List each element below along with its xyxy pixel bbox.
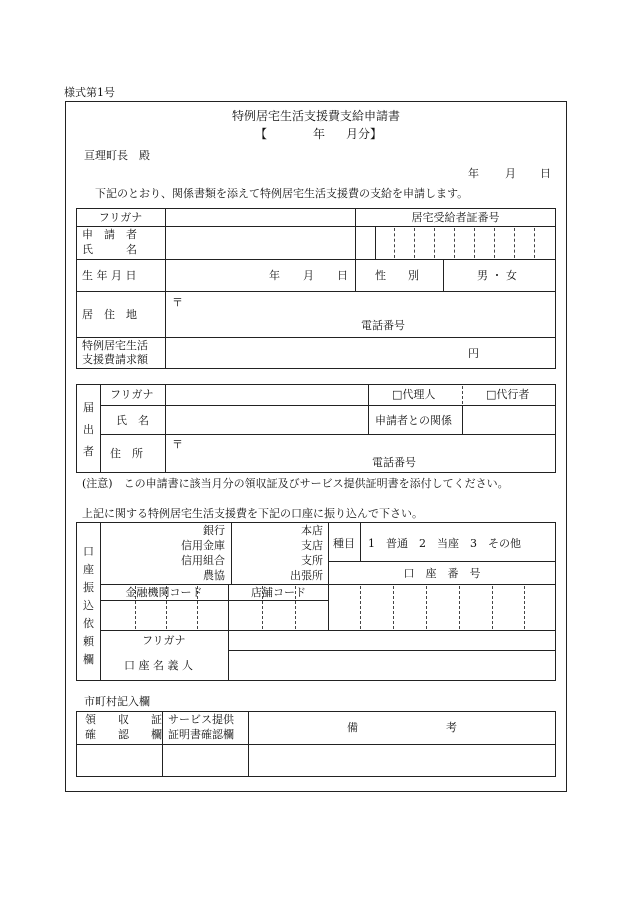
notifier-name-label: 氏 名	[116, 414, 149, 427]
remarks-label: 備 考	[347, 721, 457, 734]
period-month: 月分】	[346, 127, 383, 141]
branch-type-outpost: 出張所	[290, 569, 323, 582]
period-open: 【	[255, 127, 268, 141]
claim-yen: 円	[468, 347, 479, 360]
agent-checkbox[interactable]: □代理人	[392, 388, 436, 401]
receipt-check-label-2: 確 認 欄	[85, 728, 162, 741]
branch-type-head: 本店	[301, 524, 323, 537]
claim-label-2: 支援費請求額	[82, 353, 148, 366]
frame-left	[65, 101, 66, 792]
birth-month: 月	[303, 269, 314, 282]
bank-side-label-2: 座	[83, 563, 94, 576]
notifier-label-2: 出	[83, 423, 94, 436]
bank-side-label-7: 欄	[83, 653, 94, 666]
notifier-furigana-label: フリガナ	[110, 388, 154, 401]
municipal-section-title: 市町村記入欄	[84, 695, 150, 708]
account-number-label: 口 座 番 号	[403, 567, 481, 580]
applicant-furigana-label: フリガナ	[98, 211, 143, 224]
service-cert-label-2: 証明書確認欄	[168, 728, 234, 741]
birthdate-label: 生 年 月 日	[82, 269, 137, 282]
birth-day: 日	[337, 269, 348, 282]
notifier-label-3: 者	[83, 445, 94, 458]
form-number: 様式第1号	[64, 86, 115, 99]
account-kind-label: 種目	[333, 537, 355, 550]
residence-label: 居 住 地	[82, 308, 137, 321]
bank-side-label-3: 振	[83, 581, 94, 594]
sex-options: 男 ・ 女	[477, 269, 517, 282]
cert-number-label: 居宅受給者証番号	[411, 211, 500, 224]
bank-side-label-6: 頼	[83, 635, 94, 648]
period-year: 年	[313, 127, 326, 141]
service-cert-label-1: サービス提供	[168, 713, 234, 726]
applicant-label-2: 氏 名	[82, 243, 137, 256]
notifier-label-1: 届	[83, 401, 94, 414]
proxy-checkbox[interactable]: □代行者	[486, 388, 530, 401]
bank-side-label-5: 依	[83, 617, 94, 630]
residence-postal-mark: 〒	[172, 296, 183, 309]
branch-type-office: 支所	[301, 554, 323, 567]
bank-intro: 上記に関する特例居宅生活支援費を下記の口座に振り込んで下さい。	[82, 507, 423, 520]
notifier-address-label: 住 所	[110, 447, 143, 460]
notifier-postal-mark: 〒	[172, 438, 183, 451]
residence-phone-label: 電話番号	[361, 319, 405, 332]
receipt-check-label-1: 領 収 証	[85, 713, 162, 726]
account-kind-options: 1 普通 2 当座 3 その他	[368, 537, 521, 550]
fin-type-shinkumi: 信用組合	[181, 554, 225, 567]
claim-label-1: 特例居宅生活	[82, 339, 148, 352]
applicant-label-1: 申 請 者	[82, 228, 137, 241]
note-text: (注意) この申請書に該当月分の領収証及びサービス提供証明書を添付してください。	[82, 477, 509, 490]
account-holder-label: 口 座 名 義 人	[124, 659, 193, 672]
branch-type-branch: 支店	[301, 539, 323, 552]
branch-code-label: 店舗コード	[251, 586, 306, 599]
date-month: 月	[505, 167, 516, 180]
sex-label: 性 別	[375, 269, 419, 282]
fin-type-bank: 銀行	[203, 524, 225, 537]
bank-side-label-4: 込	[83, 599, 94, 612]
intro-text: 下記のとおり、関係書類を添えて特例居宅生活支援費の支給を申請します。	[95, 187, 469, 200]
frame-right	[566, 101, 567, 792]
frame-bottom	[65, 791, 567, 792]
fin-type-nokyo: 農協	[203, 569, 225, 582]
date-year: 年	[468, 167, 479, 180]
holder-furigana-label: フリガナ	[142, 634, 186, 647]
frame-top	[65, 101, 567, 102]
date-day: 日	[540, 167, 551, 180]
bank-code-label: 金融機関コード	[125, 586, 203, 599]
form-title: 特例居宅生活支援費支給申請書	[231, 109, 400, 123]
notifier-phone-label: 電話番号	[372, 456, 416, 469]
bank-side-label-1: 口	[83, 545, 94, 558]
addressee: 亘理町長 殿	[84, 149, 150, 162]
fin-type-shinkin: 信用金庫	[181, 539, 225, 552]
birth-year: 年	[269, 269, 280, 282]
relation-label: 申請者との関係	[375, 414, 452, 427]
